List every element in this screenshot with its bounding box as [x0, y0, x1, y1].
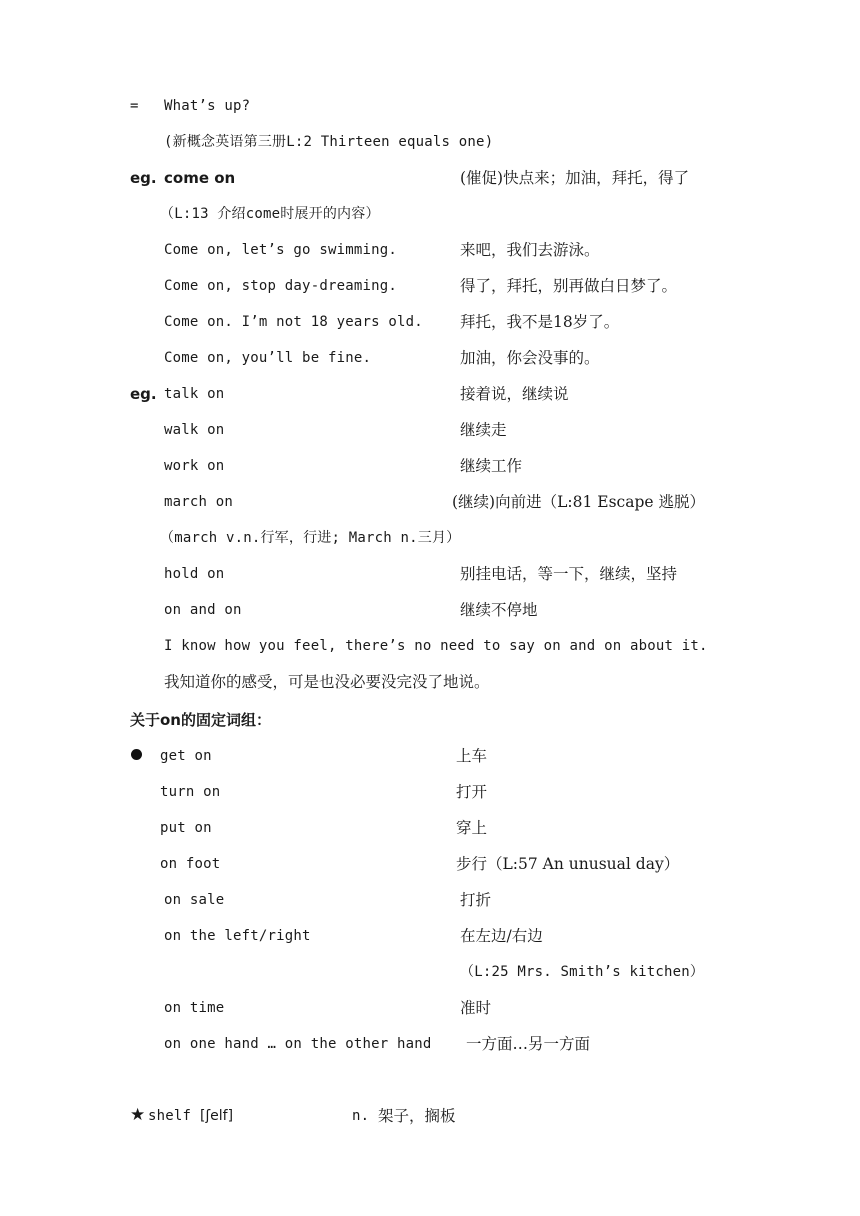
example-translation: 我知道你的感受，可是也没必要没完没了地说。	[164, 673, 490, 691]
phrase-term: put on	[160, 820, 212, 836]
usage-note: （march v.n.行军，行进; March n.三月）	[160, 530, 461, 546]
term-meaning: 别挂电话，等一下，继续，坚持	[460, 565, 678, 583]
term: hold on	[164, 566, 225, 582]
term-meaning: 继续走	[460, 421, 507, 439]
example-sentence: Come on, stop day-dreaming.	[164, 278, 397, 294]
example-translation: 拜托，我不是18岁了。	[460, 313, 620, 331]
example-label: eg.	[130, 385, 157, 403]
phrase-term: turn on	[160, 784, 221, 800]
example-sentence: Come on, you’ll be fine.	[164, 350, 372, 366]
vocab-phonetic: [ʃelf]	[200, 1108, 234, 1124]
example-translation: 得了，拜托，别再做白日梦了。	[460, 277, 678, 295]
vocab-meaning: 架子，搁板	[378, 1107, 456, 1125]
term: march on	[164, 494, 234, 510]
phrase-meaning: 上车	[456, 747, 488, 765]
example-sentence: Come on, let’s go swimming.	[164, 242, 397, 258]
vocab-word: shelf	[148, 1108, 192, 1124]
bullet-icon	[131, 749, 142, 760]
phrase-meaning: 准时	[460, 999, 492, 1017]
vocab-part-of-speech: n.	[352, 1108, 370, 1124]
example-label: eg.	[130, 169, 157, 187]
term: on and on	[164, 602, 242, 618]
reference-note: (新概念英语第三册L:2 Thirteen equals one)	[164, 134, 494, 150]
term-meaning: 接着说，继续说	[460, 385, 569, 403]
phrase-whats-up: What’s up?	[164, 98, 251, 114]
term-meaning: 继续工作	[460, 457, 523, 475]
section-heading: 关于on的固定词组：	[130, 711, 271, 729]
star-icon: ★	[130, 1105, 146, 1125]
phrase-meaning: 在左边/右边	[460, 927, 543, 945]
term-come-on: come on	[164, 169, 236, 187]
example-sentence: I know how you feel, there’s no need to say on and on about it.	[164, 638, 708, 654]
phrase-term: on time	[164, 1000, 225, 1016]
example-translation: 来吧，我们去游泳。	[460, 241, 600, 259]
phrase-meaning: 步行（L:57 An unusual day）	[456, 855, 680, 873]
phrase-term: on foot	[160, 856, 221, 872]
phrase-meaning: 打开	[456, 783, 488, 801]
term: talk on	[164, 386, 225, 402]
phrase-term: get on	[160, 748, 212, 764]
equals-sign: =	[130, 98, 139, 114]
term-meaning: (继续)向前进（L:81 Escape 逃脱）	[452, 493, 705, 511]
term: work on	[164, 458, 225, 474]
phrase-term: on one hand … on the other hand	[164, 1036, 432, 1052]
phrase-term: on the left/right	[164, 928, 311, 944]
term-meaning: 继续不停地	[460, 601, 538, 619]
phrase-meaning: 一方面…另一方面	[466, 1035, 591, 1053]
phrase-meaning: 穿上	[456, 819, 488, 837]
meaning-come-on: (催促)快点来；加油，拜托，得了	[460, 169, 690, 187]
reference-note: （L:25 Mrs. Smith’s kitchen）	[460, 964, 705, 980]
term: walk on	[164, 422, 225, 438]
reference-note: （L:13 介绍come时展开的内容）	[160, 206, 380, 222]
example-sentence: Come on. I’m not 18 years old.	[164, 314, 423, 330]
example-translation: 加油，你会没事的。	[460, 349, 600, 367]
phrase-term: on sale	[164, 892, 225, 908]
phrase-meaning: 打折	[460, 891, 492, 909]
